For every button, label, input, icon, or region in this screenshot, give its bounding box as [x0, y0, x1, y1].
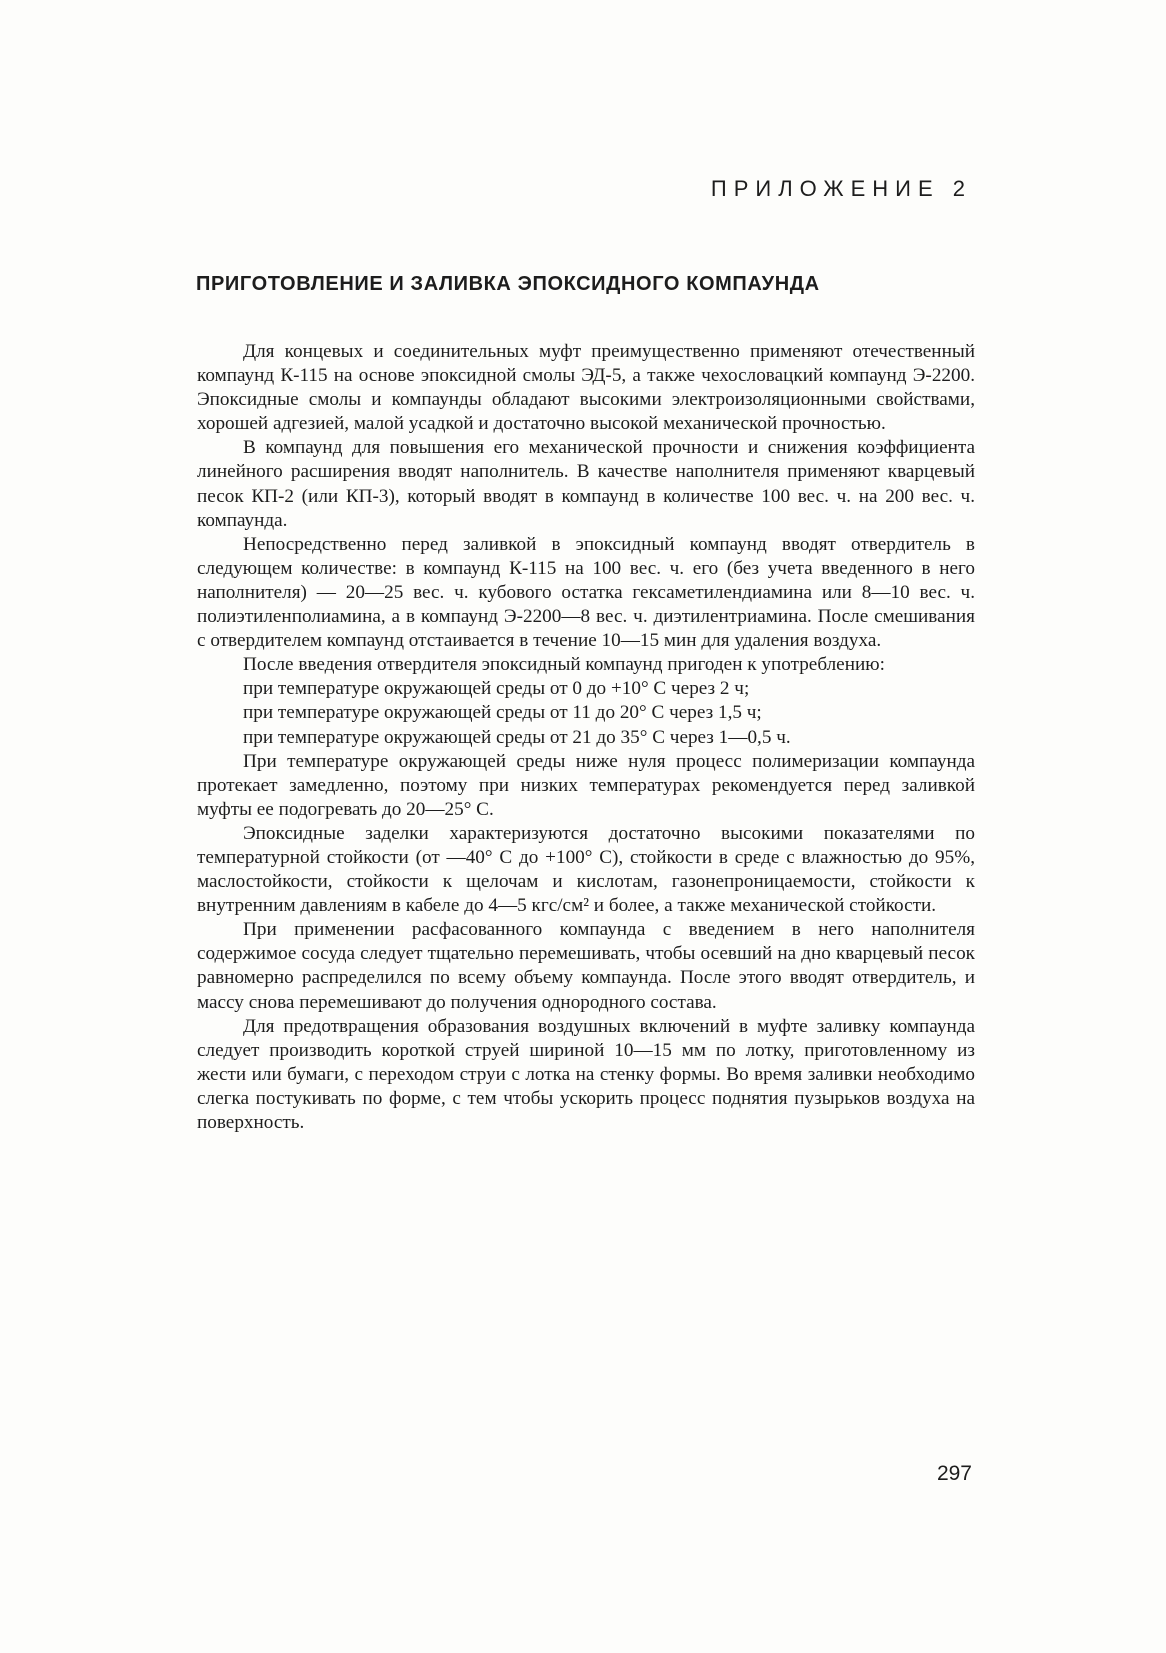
document-title: ПРИГОТОВЛЕНИЕ И ЗАЛИВКА ЭПОКСИДНОГО КОМПАУНДА: [196, 273, 820, 295]
paragraph-2: В компаунд для повышения его механической прочности и снижения коэффициента линейного расширения вводят наполнитель. В качестве наполнителя применяют кварцевый песок КП-2 (или КП-3), который вводят в компаунд в количестве 100 вес. ч. на 200 вес. ч. компаунда.: [197, 437, 975, 531]
paragraph-7: При применении расфасованного компаунда с введением в него наполнителя содержимое сосуда следует тщательно перемешивать, чтобы осевший на дно кварцевый песок равномерно распределился по всему объему компаунда. После этого вводят отвердитель, и массу снова перемешивают до получения однородного состава.: [197, 919, 975, 1013]
paragraph-1: Для концевых и соединительных муфт преимущественно применяют отечественный компаунд К-115 на основе эпоксидной смолы ЭД-5, а также чехословацкий компаунд Э-2200. Эпоксидные смолы и компаунды обладают высокими электроизоляционными свойствами, хорошей адгезией, малой усадкой и достаточно высокой механической прочностью.: [197, 341, 975, 435]
paragraph-8: Для предотвращения образования воздушных включений в муфте заливку компаунда следует производить короткой струей шириной 10—15 мм по лотку, приготовленному из жести или бумаги, с переходом струи с лотка на стенку формы. Во время заливки необходимо слегка постукивать по форме, с тем чтобы ускорить процесс поднятия пузырьков воздуха на поверхность.: [197, 1015, 975, 1133]
paragraph-3: Непосредственно перед заливкой в эпоксидный компаунд вводят отвердитель в следующем количестве: в компаунд К-115 на 100 вес. ч. его (без учета введенного в него наполнителя) — 20—25 вес. ч. кубового остатка гексаметилендиамина или 8—10 вес. ч. полиэтиленполиамина, а в компаунд Э-2200—8 вес. ч. диэтилентриамина. После смешивания с отвердителем компаунд отстаивается в течение 10—15 мин для удаления воздуха.: [197, 533, 975, 652]
paragraph-6: Эпоксидные заделки характеризуются достаточно высокими показателями по температурной стойкости (от —40° С до +100° С), стойкости в среде с влажностью до 95%, маслостойкости, стойкости к щелочам и кислотам, газонепроницаемости, стойкости к внутренним давлениям в кабеле до 4—5 кгс/см² и более, а также механической стойкости.: [197, 822, 975, 917]
paragraph-4: После введения отвердителя эпоксидный компаунд пригоден к употреблению:: [243, 654, 885, 676]
appendix-label: ПРИЛОЖЕНИЕ 2: [710, 176, 972, 201]
temperature-line-3: при температуре окружающей среды от 21 до 35° С через 1—0,5 ч.: [243, 726, 791, 748]
temperature-line-2: при температуре окружающей среды от 11 до 20° С через 1,5 ч;: [243, 702, 762, 724]
body-text: [197, 340, 975, 1135]
temperature-line-1: при температуре окружающей среды от 0 до +10° С через 2 ч;: [243, 678, 750, 700]
page-number: 297: [936, 1462, 972, 1485]
paragraph-5: При температуре окружающей среды ниже нуля процесс полимеризации компаунда протекает замедленно, поэтому при низких температурах рекомендуется перед заливкой муфты ее подогревать до 20—25° С.: [197, 750, 975, 820]
